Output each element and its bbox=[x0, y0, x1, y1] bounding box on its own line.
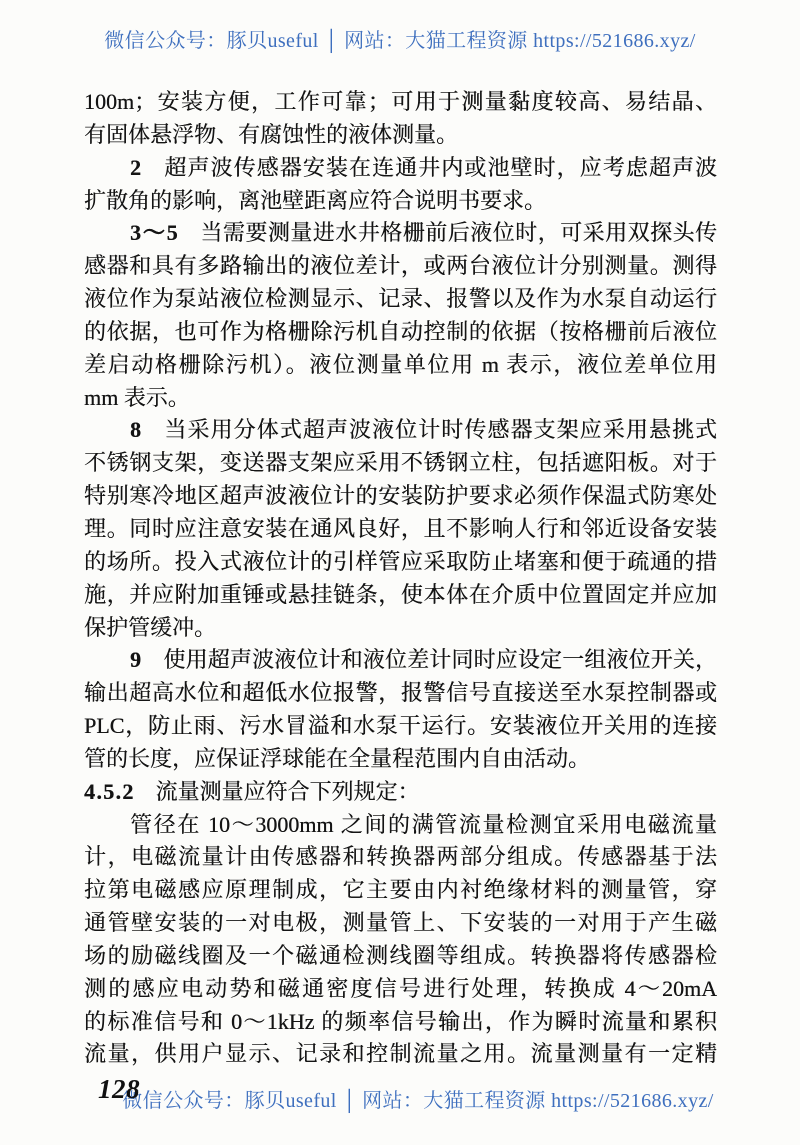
text-line-content: 感器和具有多路输出的液位差计，或两台液位计分别测量。测得 bbox=[84, 253, 717, 279]
clause-number: 9 bbox=[130, 647, 143, 673]
text-block bbox=[84, 86, 717, 1071]
text-line-content: 流量测量应符合下列规定： bbox=[155, 778, 420, 804]
text-line bbox=[84, 710, 717, 743]
text-line bbox=[84, 546, 717, 579]
text-line bbox=[84, 250, 717, 283]
text-line bbox=[84, 579, 717, 612]
text-line bbox=[84, 382, 717, 415]
text-line-content: 特别寒冷地区超声波液位计的安装防护要求必须作保温式防寒处 bbox=[84, 483, 717, 509]
text-line-content: 扩散角的影响，离池壁距离应符合说明书要求。 bbox=[84, 187, 547, 213]
text-line bbox=[84, 414, 717, 447]
text-line-content: 当采用分体式超声波液位计时传感器支架应采用悬挑式 bbox=[163, 417, 717, 443]
header-watermark: 微信公众号：豚贝useful │ 网站：大猫工程资源 https://521686.xyz/ bbox=[104, 30, 696, 52]
text-line bbox=[84, 283, 717, 316]
text-line-content: 场的励磁线圈及一个磁通检测线圈等组成。转换器将传感器检 bbox=[84, 942, 717, 968]
clause-number: 4.5.2 bbox=[84, 778, 135, 804]
text-line-content: 100m；安装方便，工作可靠；可用于测量黏度较高、易结晶、 bbox=[84, 89, 717, 114]
text-line bbox=[84, 480, 717, 513]
text-line-content: 拉第电磁感应原理制成，它主要由内衬绝缘材料的测量管，穿 bbox=[84, 877, 717, 903]
footer-watermark: 微信公众号：豚贝useful │ 网站：大猫工程资源 https://521686.xyz/ bbox=[122, 1090, 714, 1112]
text-line bbox=[84, 841, 717, 874]
clause-number: 3～5 bbox=[130, 220, 179, 246]
text-line bbox=[84, 743, 717, 776]
text-line-content: 管径在 10～3000mm 之间的满管流量检测宜采用电磁流量 bbox=[130, 811, 717, 837]
clause-number: 2 bbox=[130, 154, 143, 180]
text-line bbox=[84, 809, 717, 842]
text-line bbox=[84, 349, 717, 382]
text-line-content: 的场所。投入式液位计的引样管应采取防止堵塞和便于疏通的措 bbox=[84, 548, 717, 574]
text-line bbox=[84, 940, 717, 973]
text-line-content: PLC，防止雨、污水冒溢和水泵干运行。安装液位开关用的连接 bbox=[84, 713, 717, 739]
text-line-content: 通管壁安装的一对电极，测量管上、下安装的一对用于产生磁 bbox=[84, 910, 717, 936]
text-line bbox=[84, 217, 717, 250]
text-line bbox=[84, 152, 717, 185]
text-line-content: 差启动格栅除污机）。液位测量单位用 m 表示，液位差单位用 bbox=[84, 351, 717, 377]
text-line bbox=[84, 447, 717, 480]
text-line-content: 不锈钢支架，变送器支架应采用不锈钢立柱，包括遮阳板。对于 bbox=[84, 450, 717, 476]
clause-number: 8 bbox=[130, 417, 143, 443]
text-line-content: 输出超高水位和超低水位报警，报警信号直接送至水泵控制器或 bbox=[84, 680, 717, 706]
page-number: 128 bbox=[98, 1074, 141, 1104]
text-line bbox=[84, 612, 717, 645]
text-line bbox=[84, 973, 717, 1006]
text-line bbox=[84, 513, 717, 546]
text-line bbox=[84, 677, 717, 710]
text-line-content: 液位作为泵站液位检测显示、记录、报警以及作为水泵自动运行 bbox=[84, 286, 717, 312]
text-line-content: 理。同时应注意安装在通风良好，且不影响人行和邻近设备安装 bbox=[84, 515, 717, 541]
text-line bbox=[84, 119, 717, 152]
text-line-content: 超声波传感器安装在连通井内或池壁时，应考虑超声波 bbox=[163, 154, 717, 180]
text-line-content: 保护管缓冲。 bbox=[84, 614, 217, 640]
text-line-content: 流量，供用户显示、记录和控制流量之用。流量测量有一定精 bbox=[84, 1041, 717, 1067]
text-line-content: 测的感应电动势和磁通密度信号进行处理，转换成 4～20mA bbox=[84, 975, 717, 1001]
text-line-content: 施，并应附加重锤或悬挂链条，使本体在介质中位置固定并应加 bbox=[84, 581, 717, 607]
text-line bbox=[84, 776, 717, 809]
text-line-content: 的依据，也可作为格栅除污机自动控制的依据（按格栅前后液位 bbox=[84, 318, 717, 344]
text-line bbox=[84, 86, 717, 119]
text-line-content: 当需要测量进水井格栅前后液位时，可采用双探头传 bbox=[199, 220, 717, 246]
text-line-content: 计，电磁流量计由传感器和转换器两部分组成。传感器基于法 bbox=[84, 844, 717, 870]
text-line-content: 有固体悬浮物、有腐蚀性的液体测量。 bbox=[84, 121, 459, 147]
text-line bbox=[84, 185, 717, 218]
text-line-content: mm 表示。 bbox=[84, 384, 190, 410]
text-line-content: 使用超声波液位计和液位差计同时应设定一组液位开关， bbox=[163, 647, 717, 673]
text-line bbox=[84, 874, 717, 907]
text-line bbox=[84, 1038, 717, 1071]
text-line bbox=[84, 907, 717, 940]
text-line bbox=[84, 644, 717, 677]
text-line-content: 管的长度，应保证浮球能在全量程范围内自由活动。 bbox=[84, 745, 591, 771]
text-line bbox=[84, 1006, 717, 1039]
text-line bbox=[84, 316, 717, 349]
text-line-content: 的标准信号和 0～1kHz 的频率信号输出，作为瞬时流量和累积 bbox=[84, 1008, 717, 1034]
